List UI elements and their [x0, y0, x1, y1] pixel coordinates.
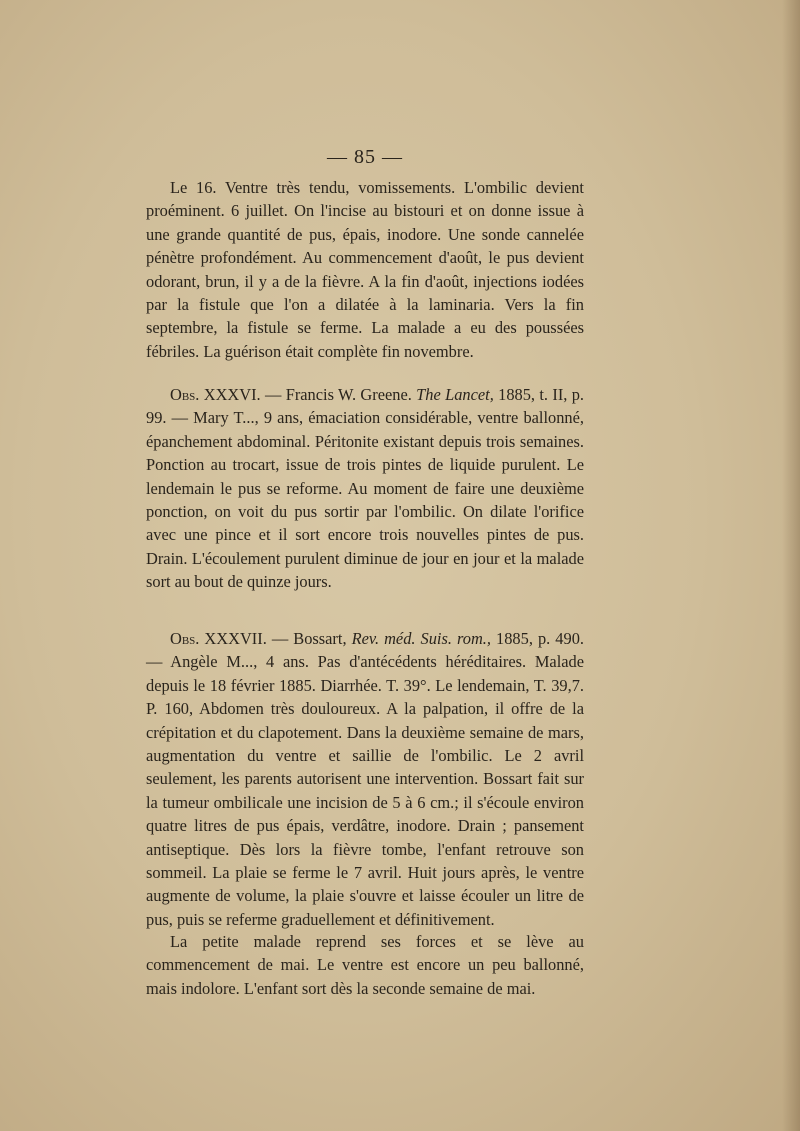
paragraph-continuation: [146, 176, 584, 363]
page-edge-shadow: [782, 0, 800, 1131]
observation-body: 1885, t. II, p. 99. — Mary T..., 9 ans, émaciation considérable, ventre ballonné, épanchement abdominal. Péritonite existant depuis trois semaines. Ponction au trocart, issue de trois pintes de liquide purulent. Le lendemain le pus se reforme. Au moment de faire une deuxième ponction, on voit du pus sortir par l'ombilic. On dilate l'orifice avec une pince et il sort encore trois nouvelles pintes de pus. Drain. L'écoulement purulent diminue de jour en jour et la malade sort au bout de quinze jours.: [146, 385, 585, 592]
paragraph-text: La petite malade reprend ses forces et se lève au commencement de mai. Le ventre est encore un peu ballonné, mais indolore. L'enfant sort dès la seconde semaine de mai.: [146, 932, 584, 998]
paragraph-text: Le 16. Ventre très tendu, vomissements. L'ombilic devient proéminent. 6 juillet. On l'incise au bistouri et on donne issue à une grande quantité de pus, épais, inodore. Une sonde cannelée pénètre profondément. Au commencement d'août, le pus devient odorant, brun, il y a de la fièvre. A la fin d'août, injections iodées par la fistule que l'on a dilatée à la laminaria. Vers la fin septembre, la fistule se ferme. La malade a eu des poussées fébriles. La guérison était complète fin novembre.: [146, 178, 584, 361]
observation-paragraph: [146, 627, 584, 931]
page-number: — 85 —: [327, 146, 403, 168]
journal-reference: The Lancet,: [416, 385, 494, 404]
observation-author: — Francis W. Greene.: [260, 385, 417, 404]
observation-body: 1885, p. 490. — Angèle M..., 4 ans. Pas d'antécédents héréditaires. Malade depuis le 18 février 1885. Diarrhée. T. 39°. Le lendemain, T. 39,7. P. 160, Abdomen très douloureux. A la palpation, il offre de la crépitation et du clapotement. Dans la deuxième semaine de mars, augmentation du ventre et saillie de l'ombilic. Le 2 avril seulement, les parents autorisent une intervention. Bossart fait sur la tumeur ombilicale une incision de 5 à 6 cm.; il s'écoule environ quatre litres de pus épais, verdâtre, inodore. Drain ; pansement antiseptique. Dès lors la fièvre tombe, l'enfant retrouve son sommeil. La plaie se ferme le 7 avril. Huit jours après, le ventre augmente de volume, la plaie s'ouvre et laisse écouler un litre de pus, puis se referme graduellement et définitivement.: [146, 629, 584, 929]
closing-paragraph: [146, 930, 584, 1000]
observation-label: Obs. XXXVII.: [170, 629, 267, 648]
observation-37: [146, 627, 584, 931]
observation-label: Obs. XXXVI.: [170, 385, 261, 404]
observation-36: [146, 383, 584, 594]
observation-paragraph: [146, 383, 584, 594]
observation-author: — Bossart,: [266, 629, 352, 648]
journal-reference: Rev. méd. Suis. rom.,: [351, 629, 491, 648]
